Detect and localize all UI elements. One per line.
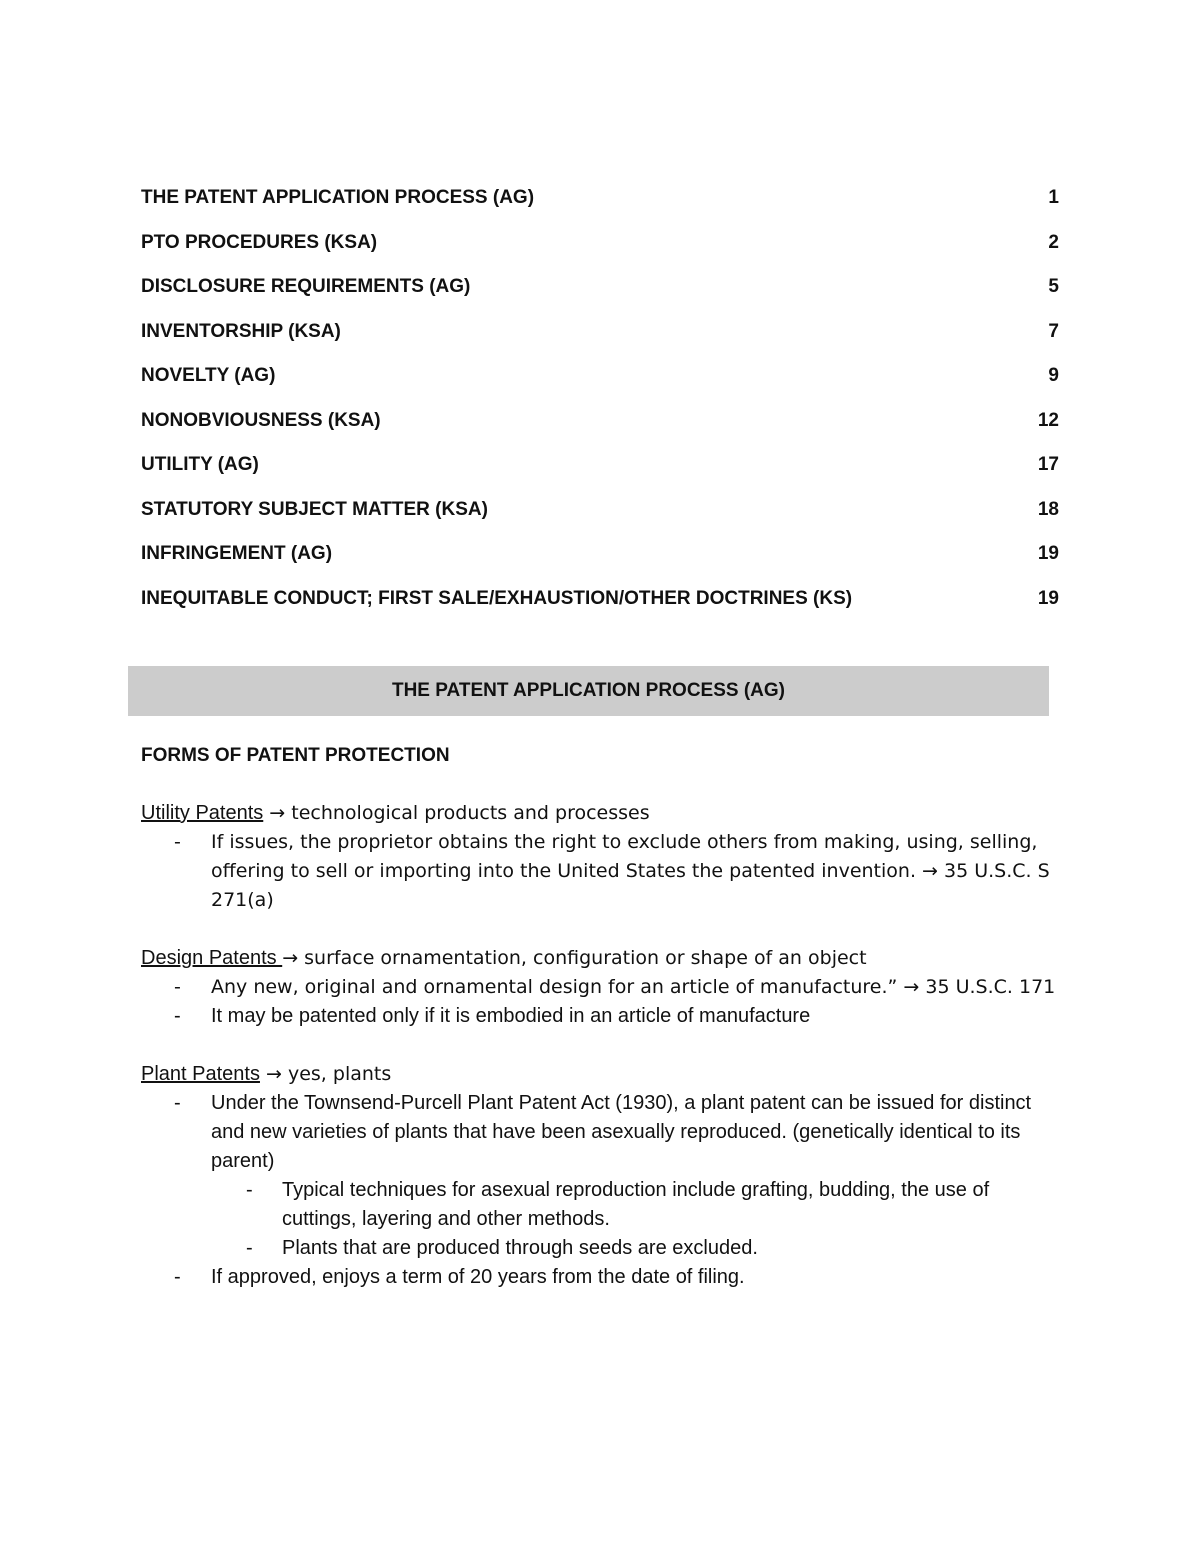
utility-patents-line [141,799,1061,828]
toc-entry-title: THE PATENT APPLICATION PROCESS (AG) [141,187,535,209]
toc-entry-page: 1 [1048,187,1059,209]
design-patents-bullets [141,973,1061,1031]
toc-entry-title: PTO PROCEDURES (KSA) [141,231,378,253]
toc-entry-page: 18 [1037,498,1059,520]
design-patents-desc: → surface ornamentation, configuration or shape of an object [282,947,867,969]
toc-entry[interactable] [141,221,1059,266]
plant-patents-bullets [141,1089,1061,1176]
design-patents-term: Design Patents [141,947,283,969]
list-item: - If issues, the proprietor obtains the right to exclude others from making, using, selling, offering to sell or importing into the United States the patented invention. → 35 U.S.C. S 271(a) [141,828,1061,915]
toc-entry-title: STATUTORY SUBJECT MATTER (KSA) [141,498,488,520]
toc-entry-page: 17 [1037,454,1059,476]
utility-patents-bullets [141,828,1061,915]
toc-entry-title: NONOBVIOUSNESS (KSA) [141,409,381,431]
utility-patents-desc: → technological products and processes [263,802,650,824]
toc-entry-title: INFRINGEMENT (AG) [141,543,333,565]
toc-entry-title: NOVELTY (AG) [141,365,276,387]
toc-entry[interactable] [141,577,1059,622]
plant-patents-desc: → yes, plants [259,1063,392,1085]
toc-entry[interactable] [141,488,1059,533]
toc-entry-page: 2 [1048,231,1059,253]
list-item: - If approved, enjoys a term of 20 years from the date of filing. [141,1263,1061,1292]
toc-entry-title: UTILITY (AG) [141,454,259,476]
toc-entry[interactable] [141,399,1059,444]
section-heading-banner: THE PATENT APPLICATION PROCESS (AG) [128,666,1049,716]
list-item: - Plants that are produced through seeds are excluded. [141,1234,1061,1263]
plant-patents-sub-bullets [141,1176,1061,1263]
toc-entry-page: 19 [1037,587,1059,609]
toc-entry[interactable] [141,443,1059,488]
table-of-contents [141,176,1059,621]
toc-entry[interactable] [141,265,1059,310]
plant-patents-line [141,1060,1061,1089]
toc-entry-title: DISCLOSURE REQUIREMENTS (AG) [141,276,471,298]
toc-entry[interactable] [141,310,1059,355]
toc-entry-title: INEQUITABLE CONDUCT; FIRST SALE/EXHAUSTION/OTHER DOCTRINES (KS) [141,587,853,609]
plant-patents-term: Plant Patents [141,1063,260,1085]
list-item: - Under the Townsend-Purcell Plant Patent Act (1930), a plant patent can be issued for distinct and new varieties of plants that have been asexually reproduced. (genetically identical to its parent) [141,1089,1061,1176]
toc-entry-page: 19 [1037,543,1059,565]
utility-patents-term: Utility Patents [141,802,264,824]
toc-entry-page: 9 [1048,365,1059,387]
list-item: - It may be patented only if it is embodied in an article of manufacture [141,1002,1061,1031]
subsection-heading: FORMS OF PATENT PROTECTION [141,745,450,766]
list-item: - Any new, original and ornamental design for an article of manufacture.” → 35 U.S.C. 171 [141,973,1061,1002]
toc-entry-title: INVENTORSHIP (KSA) [141,320,341,342]
plant-patents-bullets-2 [141,1263,1061,1292]
document-body [141,742,1061,1292]
toc-entry-page: 12 [1037,409,1059,431]
toc-entry[interactable] [141,532,1059,577]
toc-entry[interactable] [141,354,1059,399]
toc-entry[interactable] [141,176,1059,221]
toc-entry-page: 5 [1048,276,1059,298]
design-patents-line [141,944,1061,973]
list-item: - Typical techniques for asexual reproduction include grafting, budding, the use of cuttings, layering and other methods. [141,1176,1061,1234]
toc-entry-page: 7 [1048,320,1059,342]
